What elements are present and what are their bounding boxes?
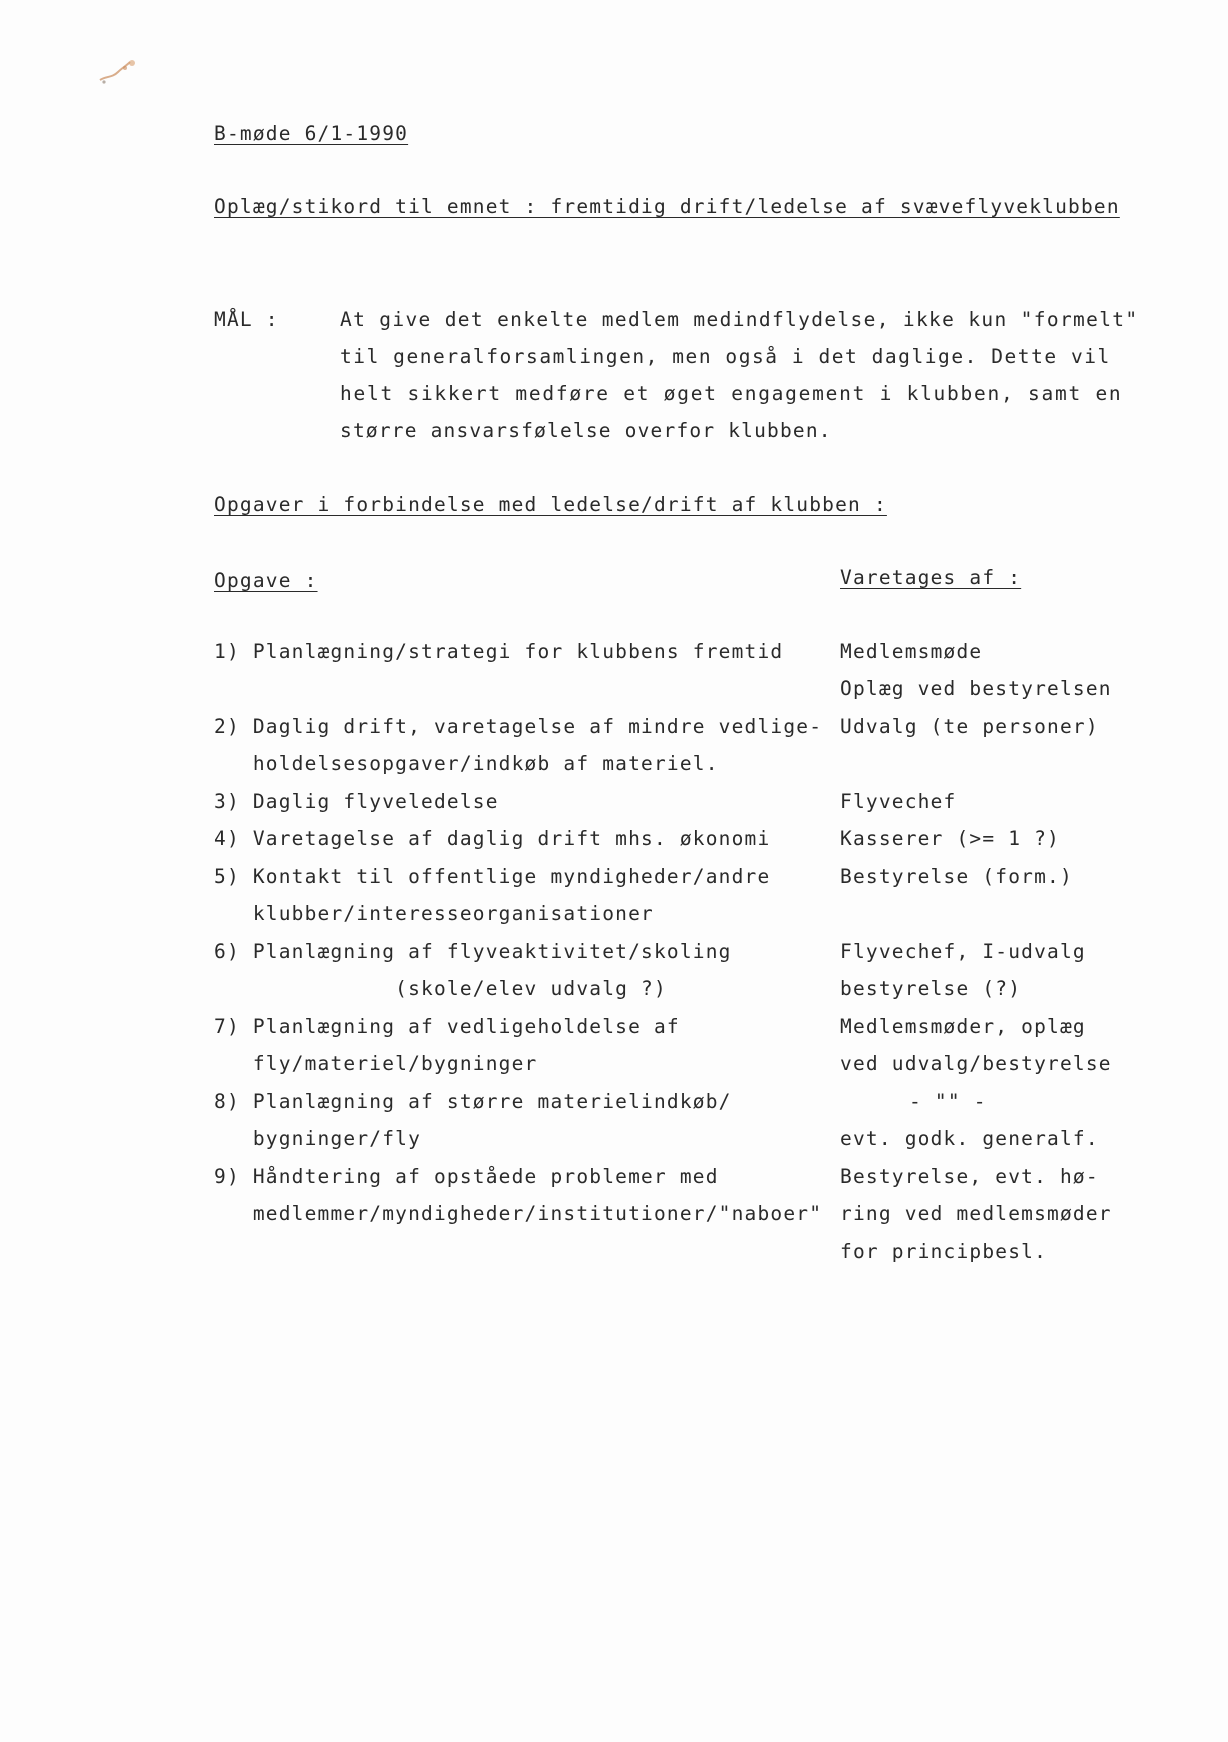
task-line: 9) Håndtering af opståede problemer med (214, 1165, 719, 1188)
responsible-line: Flyvechef, I-udvalg (840, 940, 1086, 963)
responsible-line: ved udvalg/bestyrelse (840, 1052, 1112, 1075)
responsible-line: evt. godk. generalf. (840, 1127, 1099, 1150)
column-header-task: Opgave : (214, 569, 318, 592)
responsible-line: Kasserer (>= 1 ?) (840, 827, 1060, 850)
responsible-line: Flyvechef (840, 790, 957, 813)
responsible-line: Bestyrelse (form.) (840, 865, 1073, 888)
responsible-line: - "" - (909, 1090, 987, 1113)
task-line: klubber/interesseorganisationer (214, 902, 654, 925)
task-line: medlemmer/myndigheder/institutioner/"naboer" (214, 1202, 823, 1225)
task-line: 8) Planlægning af større materielindkøb/ (214, 1090, 732, 1113)
responsible-line: Medlemsmøde (840, 640, 983, 663)
task-line: holdelsesopgaver/indkøb af materiel. (214, 752, 719, 775)
task-line: (skole/elev udvalg ?) (214, 977, 667, 1000)
responsible-line: bestyrelse (?) (840, 977, 1022, 1000)
meeting-date: B-møde 6/1-1990 (214, 122, 409, 145)
responsible-line: for principbesl. (840, 1240, 1048, 1263)
task-line: 1) Planlægning/strategi for klubbens fremtid (214, 640, 784, 663)
responsible-line: Medlemsmøder, oplæg (840, 1015, 1086, 1038)
goal-label: MÅL : (214, 308, 279, 331)
task-line: 5) Kontakt til offentlige myndigheder/andre (214, 865, 771, 888)
task-line: bygninger/fly (214, 1127, 422, 1150)
goal-line: At give det enkelte medlem medindflydelse, ikke kun "formelt" (340, 308, 1139, 331)
ink-stain-mark (92, 54, 148, 90)
task-line: 7) Planlægning af vedligeholdelse af (214, 1015, 680, 1038)
task-line: 3) Daglig flyveledelse (214, 790, 499, 813)
goal-line: til generalforsamlingen, men også i det daglige. Dette vil (340, 345, 1111, 368)
goal-line: helt sikkert medføre et øget engagement i klubben, samt en (340, 382, 1123, 405)
task-line: 4) Varetagelse af daglig drift mhs. økonomi (214, 827, 771, 850)
responsible-line: Bestyrelse, evt. hø- (840, 1165, 1099, 1188)
column-header-responsible: Varetages af : (840, 566, 1022, 589)
responsible-line: Udvalg (te personer) (840, 715, 1099, 738)
responsible-line: ring ved medlemsmøder (840, 1202, 1112, 1225)
document-subject: Oplæg/stikord til emnet : fremtidig drift/ledelse af svæveflyveklubben (214, 195, 1120, 218)
section-title: Opgaver i forbindelse med ledelse/drift af klubben : (214, 493, 887, 516)
task-line: 2) Daglig drift, varetagelse af mindre vedlige- (214, 715, 823, 738)
task-line: 6) Planlægning af flyveaktivitet/skoling (214, 940, 732, 963)
goal-line: større ansvarsfølelse overfor klubben. (340, 419, 832, 442)
responsible-line: Oplæg ved bestyrelsen (840, 677, 1112, 700)
task-line: fly/materiel/bygninger (214, 1052, 538, 1075)
